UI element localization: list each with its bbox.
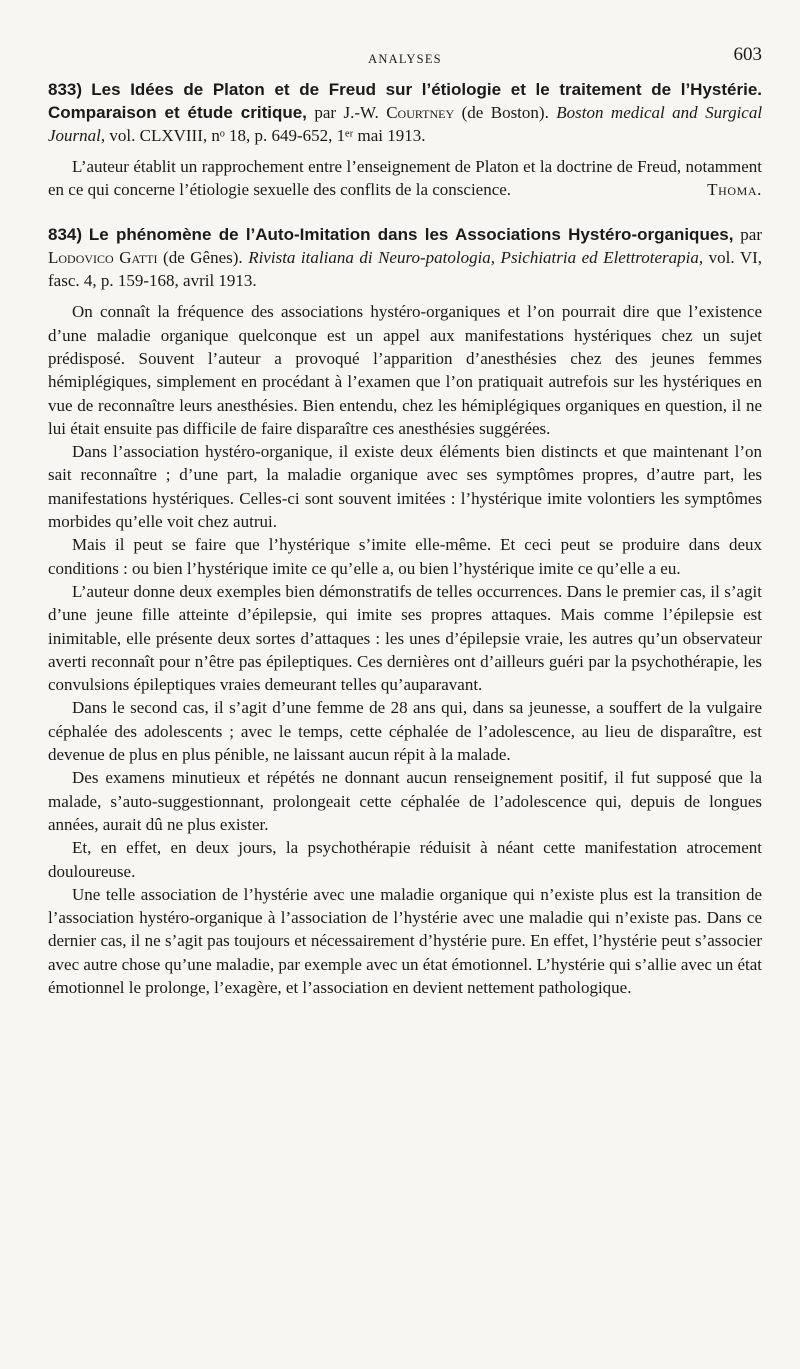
entry-details: vol. VI, fasc. 4, p. 159-168, avril 1913. [48, 248, 763, 291]
entry-author: J.-W. Courtney [343, 103, 455, 122]
running-head-title: ANALYSES [368, 52, 442, 66]
entry-author-location: (de Boston). [461, 103, 549, 122]
entry-by: par [314, 103, 337, 122]
abstract-entry-834 [48, 223, 762, 999]
entry-paragraph: Une telle association de l’hystérie avec une maladie organique qui n’existe plus est la transition de l’association hystéro-organique à l’association de l’hystérie avec une maladie qui n’existe pas. Dans ce dernier cas, il ne s’agit pas toujours et nécessairement d’hystérie pure. En effet, l’hystérie peut s’associer avec autre chose qu’une maladie, par exemple avec un état émotionnel. L’hystérie qui s’allie avec un état émotionnel le prolonge, l’exagère, et l’association en devient nettement pathologique. [48, 884, 763, 998]
entry-details: vol. CLXVIII, nᵒ 18, p. 649-652, 1ᵉʳ mai 1913. [109, 126, 426, 145]
entry-journal: Boston medical and Surgical Journal, [48, 103, 763, 145]
entry-number: 833) [48, 80, 83, 99]
entry-paragraph: Dans l’association hystéro-organique, il existe deux éléments bien distincts et que maintenant l’on sait reconnaître ; d’une part, la maladie organique avec ses symptômes propres, d’autre part, les manifestations hystériques. Celles-ci sont souvent imitées : l’hystérique imite volontiers les symptômes morbides qu’elle voit chez autrui. [48, 442, 762, 532]
entry-number: 834) [48, 225, 83, 245]
entry-paragraph: L’auteur établit un rapprochement entre l’enseignement de Platon et la doctrine de Freud, notamment en ce qui concerne l’étiologie sexuelle des conflits de la conscience. [48, 157, 762, 200]
entry-author: Lodovico Gatti [48, 248, 158, 268]
entry-paragraph: Et, en effet, en deux jours, la psychothérapie réduisit à néant cette manifestation atrocement douloureuse. [48, 838, 762, 881]
entry-author-location: (de Gênes). [163, 248, 243, 268]
entry-paragraph: Dans le second cas, il s’agit d’une femme de 28 ans qui, dans sa jeunesse, a souffert de la vulgaire céphalée des adolescents ; avec le temps, cette céphalée de l’adolescence, au lieu de disparaître, est devenue de plus en plus pénible, ne laissant aucun répit à la malade. [48, 698, 762, 765]
entry-paragraph: Mais il peut se faire que l’hystérique s’imite elle-même. Et ceci peut se produire dans deux conditions : ou bien l’hystérique imite ce qu’elle a, ou bien l’hystérique imite ce qu’elle a eu. [48, 535, 762, 578]
entry-paragraph: L’auteur donne deux exemples bien démonstratifs de telles occurrences. Dans le premier cas, il s’agit d’une jeune fille atteinte d’épilepsie, qui imite ses propres attaques. Mais comme l’épilepsie est inimitable, elle présente deux sortes d’attaques : les unes d’épilepsie vraie, les autres qu’un observateur averti reconnaît pour n’être pas épileptiques. Ces dernières ont d’ailleurs guéri par la psychothérapie, les convulsions épileptiques vraies demeurant telles qu’auparavant. [48, 581, 762, 695]
entry-title: Les Idées de Platon et de Freud sur l’étiologie et le traitement de l’Hystérie. Comparaison et étude critique, [48, 80, 762, 122]
abstract-entry-833 [48, 78, 762, 201]
entry-title: Le phénomène de l’Auto-Imitation dans les Associations Hystéro-organiques, [88, 225, 734, 245]
entry-paragraph: On connaît la fréquence des associations hystéro-organiques et l’on pourrait dire que l’existence d’une maladie organique quelconque est un appel aux manifestations hystériques chez un sujet prédisposé. Souvent l’auteur a provoqué l’apparition d’anesthésies chez des jeunes femmes hémiplégiques, simplement en procédant à l’examen que l’on pratiquait autrefois sur les hystériques en vue de reconnaître leurs anesthésies. Bien entendu, chez les hémiplégiques organiques en question, il ne lui était ensuite pas difficile de faire disparaître ces anesthésies suggérées. [48, 302, 762, 438]
entry-heading [48, 223, 762, 292]
page-number: 603 [733, 44, 762, 65]
entry-paragraph: Des examens minutieux et répétés ne donnant aucun renseignement positif, il fut supposé que la malade, s’auto-suggestionnant, prolongeait cette céphalée de l’adolescence qui, depuis de longues années, aurait dû ne plus exister. [48, 768, 762, 834]
reviewer-signature: Thoma. [707, 180, 762, 200]
running-head [48, 38, 762, 78]
entry-journal: Rivista italiana di Neuro-patologia, Psichiatria ed Elettroterapia, [248, 248, 704, 268]
entry-heading [48, 78, 762, 147]
entry-by: par [740, 225, 763, 245]
